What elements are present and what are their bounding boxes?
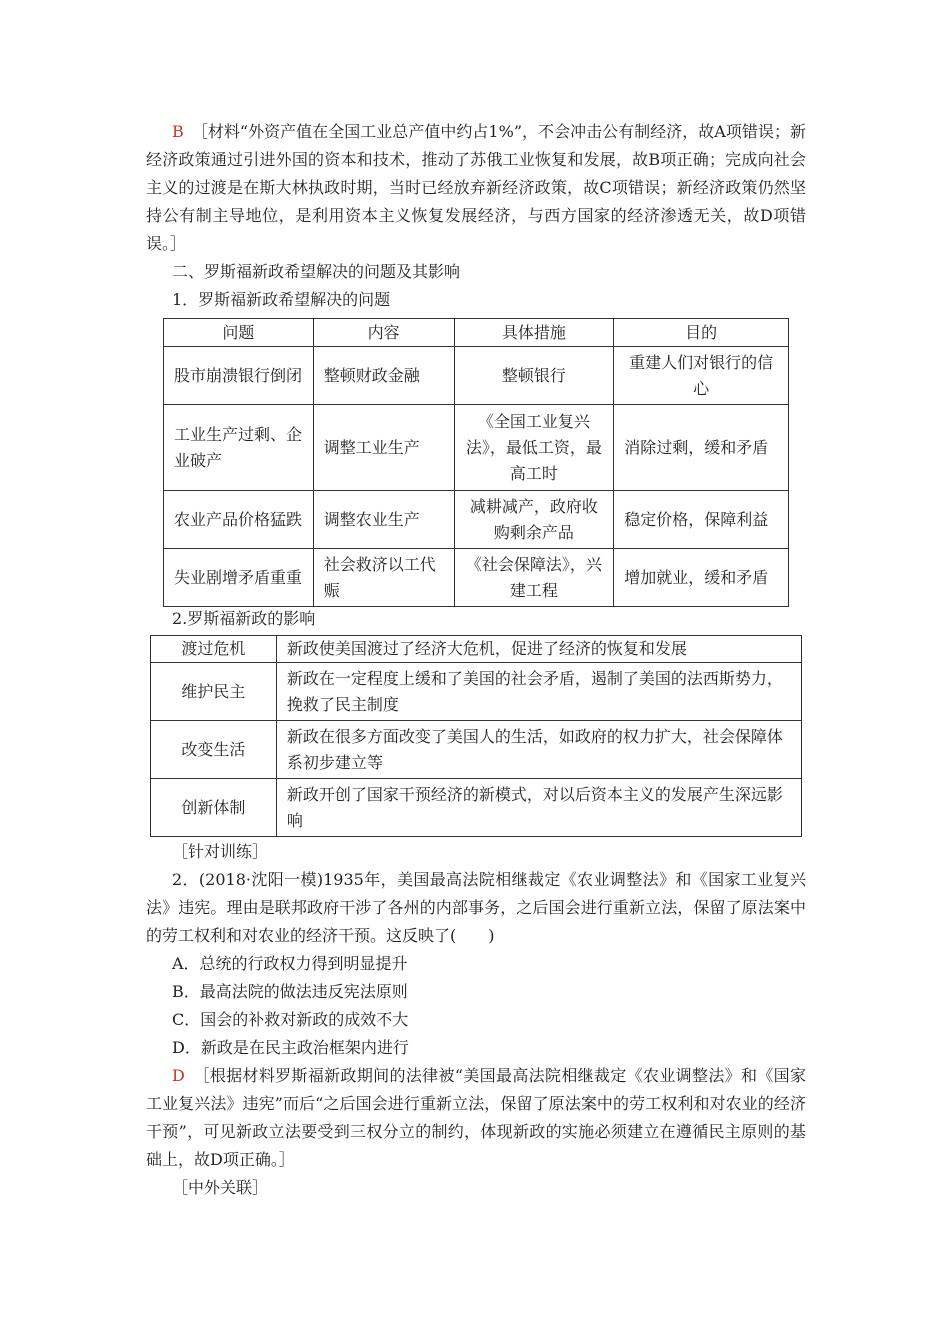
training-label: ［针对训练］ [172, 842, 269, 861]
table-header-cell: 问题 [164, 319, 314, 347]
table-cell: 稳定价格，保障利益 [614, 491, 789, 549]
table-cell: 新政在一定程度上缓和了美国的社会矛盾，遏制了美国的法西斯势力，挽救了民主制度 [276, 663, 801, 721]
table-cell: 改变生活 [151, 721, 277, 779]
table-header-cell: 具体措施 [454, 319, 614, 347]
answer-explanation: ［根据材料罗斯福新政期间的法律被“美国最高法院相继裁定《农业调整法》和《国家工业复兴法》违宪”而后“之后国会进行重新立法，保留了原法案中的劳工权利和对农业的经济干预”，可见新政立法要受到三权分立的制约，体现新政的实施必须建立在遵循民主原则的基础上，故D项正确。］ [146, 1066, 806, 1169]
table-row [164, 549, 789, 607]
table-cell: 重建人们对银行的信心 [614, 347, 789, 405]
link-label: ［中外关联］ [172, 1178, 269, 1197]
answer-letter: B [172, 122, 184, 141]
table-cell: 整顿财政金融 [313, 347, 454, 405]
table-cell: 社会救济以工代赈 [313, 549, 454, 607]
table-row [151, 779, 802, 837]
option-d: D．新政是在民主政治框架内进行 [172, 1038, 409, 1057]
table-cell: 新政开创了国家干预经济的新模式，对以后资本主义的发展产生深远影响 [276, 779, 801, 837]
table-cell: 减耕减产，政府收购剩余产品 [454, 491, 614, 549]
table-cell: 创新体制 [151, 779, 277, 837]
table-cell: 新政使美国渡过了经济大危机，促进了经济的恢复和发展 [276, 636, 801, 663]
table-cell: 股市崩溃银行倒闭 [164, 347, 314, 405]
subsection-title-influence: 2.罗斯福新政的影响 [172, 609, 316, 628]
table-cell: 整顿银行 [454, 347, 614, 405]
table-header-cell: 目的 [614, 319, 789, 347]
table-row [164, 405, 789, 491]
table-cell: 消除过剩，缓和矛盾 [614, 405, 789, 491]
table-cell: 调整农业生产 [313, 491, 454, 549]
table-cell: 维护民主 [151, 663, 277, 721]
answer-letter: D [172, 1066, 185, 1085]
table-header-cell: 内容 [313, 319, 454, 347]
table-row [151, 721, 802, 779]
table-cell: 增加就业，缓和矛盾 [614, 549, 789, 607]
influence-table [150, 635, 802, 837]
table-row [164, 347, 789, 405]
table-header-row [164, 319, 789, 347]
table-cell: 失业剧增矛盾重重 [164, 549, 314, 607]
intro-answer-paragraph [146, 118, 806, 258]
option-b: B．最高法院的做法违反宪法原则 [172, 982, 408, 1001]
option-c: C．国会的补救对新政的成效不大 [172, 1010, 409, 1029]
problems-table [163, 318, 789, 607]
question-stem: 2．(2018·沈阳一模)1935年，美国最高法院相继裁定《农业调整法》和《国家工业复兴法》违宪。理由是联邦政府干涉了各州的内部事务，之后国会进行重新立法，保留了原法案中的劳工权利和对农业的经济干预。这反映了( ) [146, 870, 806, 945]
table-cell: 新政在很多方面改变了美国人的生活，如政府的权力扩大，社会保障体系初步建立等 [276, 721, 801, 779]
table-cell: 调整工业生产 [313, 405, 454, 491]
table-row [151, 663, 802, 721]
answer-explanation: ［材料“外资产值在全国工业总产值中约占1%”，不会冲击公有制经济，故A项错误；新经济政策通过引进外国的资本和技术，推动了苏俄工业恢复和发展，故B项正确；完成向社会主义的过渡是在斯大林执政时期，当时已经放弃新经济政策，故C项错误；新经济政策仍然坚持公有制主导地位，是利用资本主义恢复发展经济，与西方国家的经济渗透无关，故D项错误。］ [146, 122, 806, 253]
option-a: A．总统的行政权力得到明显提升 [172, 954, 408, 973]
table-cell: 农业产品价格猛跌 [164, 491, 314, 549]
section-title: 二、罗斯福新政希望解决的问题及其影响 [172, 262, 461, 281]
subsection-title-problems: 1．罗斯福新政希望解决的问题 [172, 290, 391, 309]
answer2-paragraph [146, 1062, 806, 1174]
table-cell: 工业生产过剩、企业破产 [164, 405, 314, 491]
table-row [164, 491, 789, 549]
table-row [151, 636, 802, 663]
table-cell: 《全国工业复兴法》，最低工资，最高工时 [454, 405, 614, 491]
table-cell: 《社会保障法》，兴建工程 [454, 549, 614, 607]
table-cell: 渡过危机 [151, 636, 277, 663]
